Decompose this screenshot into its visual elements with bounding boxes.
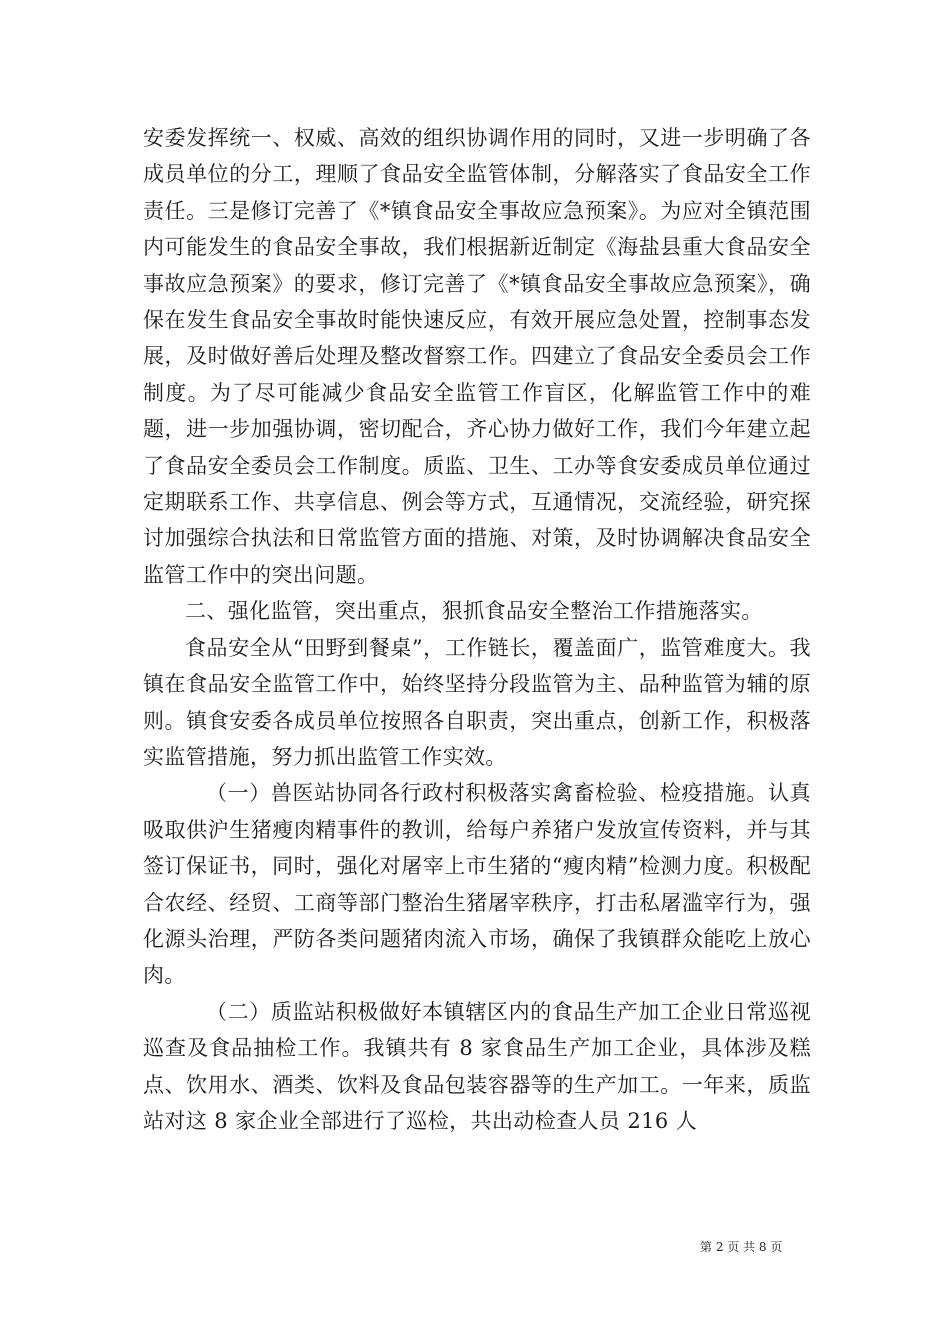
paragraph-intro: 食品安全从“田野到餐桌”，工作链长，覆盖面广，监管难度大。我镇在食品安全监管工作中，始终坚持分段监管为主、品种监管为辅的原则。镇食安委各成员单位按照各自职责，突出重点，创新工作，积极落实监管措施，努力抓出监管工作实效。 (143, 635, 811, 769)
paragraph-continuation: 安委发挥统一、权威、高效的组织协调作用的同时，又进一步明确了各成员单位的分工，理顺了食品安全监管体制，分解落实了食品安全工作责任。三是修订完善了《*镇食品安全事故应急预案》。为应对全镇范围内可能发生的食品安全事故，我们根据新近制定《海盐县重大食品安全事故应急预案》的要求，修订完善了《*镇食品安全事故应急预案》，确保在发生食品安全事故时能快速反应，有效开展应急处置，控制事态发展，及时做好善后处理及整改督察工作。四建立了食品安全委员会工作制度。为了尽可能减少食品安全监管工作盲区，化解监管工作中的难题，进一步加强协调，密切配合，齐心协力做好工作，我们今年建立起了食品安全委员会工作制度。质监、卫生、工办等食安委成员单位通过定期联系工作、共享信息、例会等方式，互通情况，交流经验，研究探讨加强综合执法和日常监管方面的措施、对策，及时协调解决食品安全监管工作中的突出问题。 (143, 126, 811, 587)
document-body (143, 120, 811, 1139)
page-number-footer: 第 2 页 共 8 页 (700, 1240, 783, 1254)
paragraph-item-1: （一）兽医站协同各行政村积极落实禽畜检验、检疫措施。认真吸取供沪生猪瘦肉精事件的教训，给每户养猪户发放宣传资料，并与其签订保证书，同时，强化对屠宰上市生猪的“瘦肉精”检测力度。积极配合农经、经贸、工商等部门整治生猪屠宰秩序，打击私屠滥宰行为，强化源头治理，严防各类问题猪肉流入市场，确保了我镇群众能吃上放心肉。 (143, 781, 811, 988)
paragraph-item-2: （二）质监站积极做好本镇辖区内的食品生产加工企业日常巡视巡查及食品抽检工作。我镇共有 8 家食品生产加工企业，具体涉及糕点、饮用水、酒类、饮料及食品包装容器等的生产加工。一年来，质监站对这 8 家企业全部进行了巡检，共出动检查人员 216 人 (143, 999, 811, 1133)
section-heading: 二、强化监管，突出重点，狠抓食品安全整治工作措施落实。 (185, 599, 763, 624)
